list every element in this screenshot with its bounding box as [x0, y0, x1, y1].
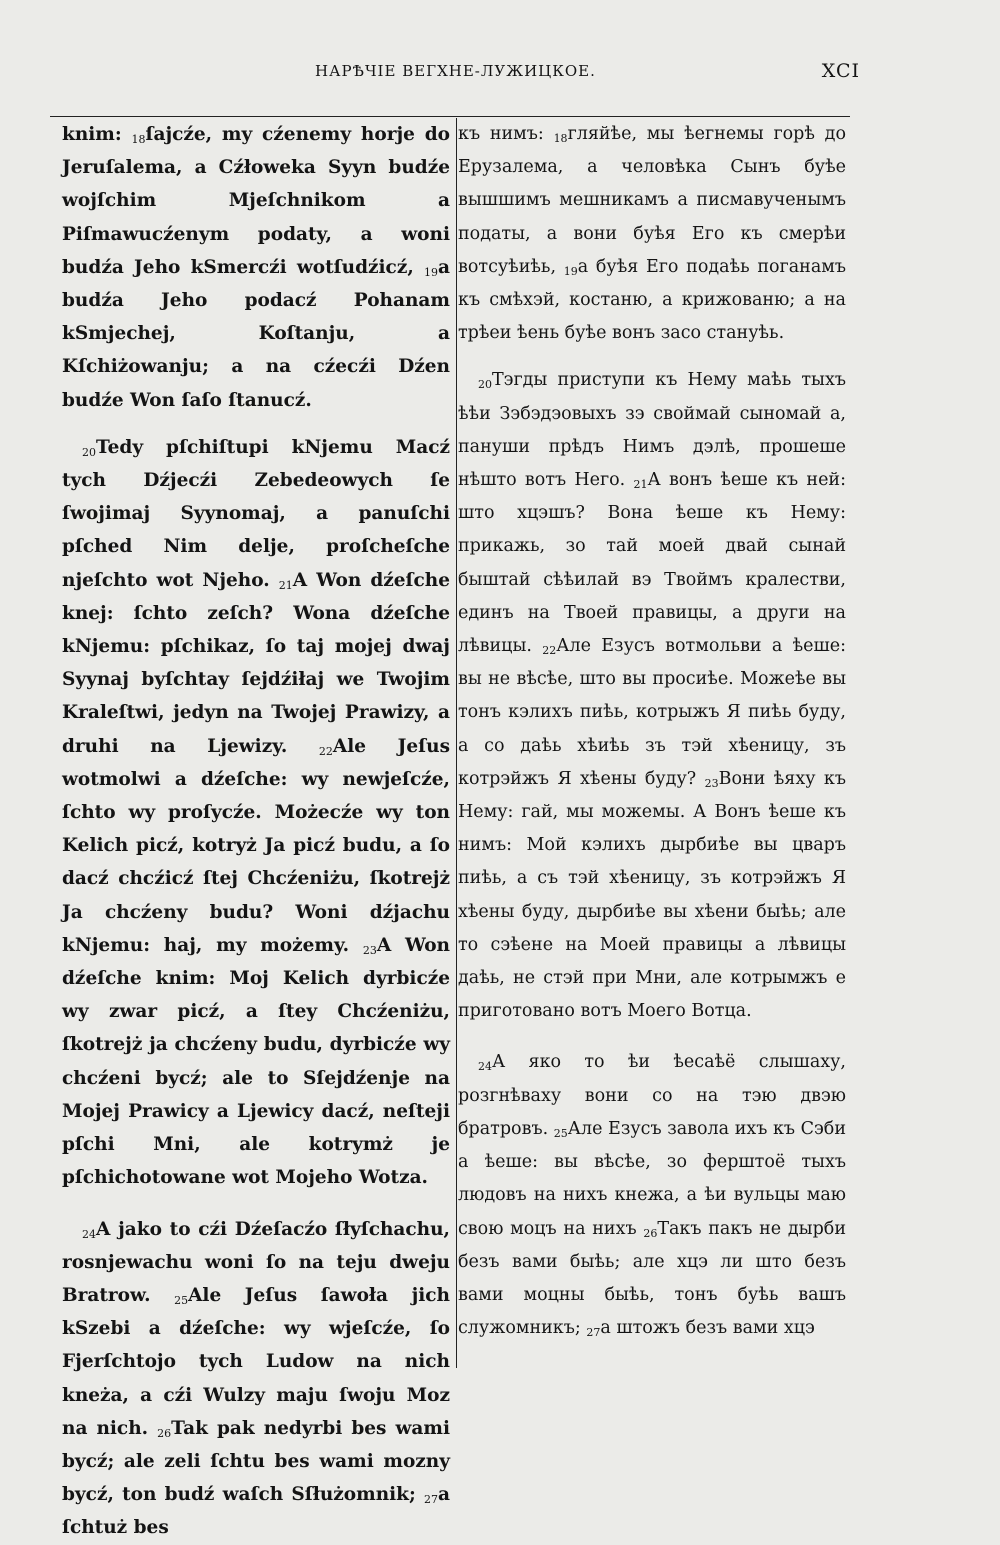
paragraph	[458, 364, 846, 1028]
verse-number: 26	[157, 1426, 172, 1440]
running-header	[60, 62, 860, 92]
paragraph	[62, 431, 450, 1195]
verse-text: Ale Jeſus wotmolwi a dźeſche: wy newjeſcźe, ſchto wy proſycźe. Możecźe wy ton Kelich picź, kotryż Ja picź budu, a ſo dacź chcźicź ſtej Chcźeniżu, ſkotrejż Ja chcźeny budu? Woni dźjachu kNjemu: haj, my możemy.	[62, 735, 450, 956]
verse-text: Ale Jeſus ſawoła jich kSzebi a dźeſche: wy wjeſcźe, ſo Fjerſchtojo tych Ludow na nich kneża, a cźi Wulzy maju ſwoju Moz na nich.	[62, 1284, 451, 1439]
paragraph	[62, 1213, 450, 1545]
verse-text: А яко то ѣи ѣесаѣё слышаху, розгнѣваху вони со на тэю двэю братровъ.	[458, 1052, 846, 1139]
verse-text: Tedy pſchiſtupi kNjemu Macź tych Dźjecźi Zebedeowych ſe ſwojimaj Syynomaj, a panuſchi pſched Nim delje, proſcheſche njeſchto wot Njeho.	[62, 436, 450, 591]
verse-number: 22	[318, 744, 333, 758]
verse-number: 26	[643, 1226, 658, 1240]
verse-text: а буѣя Его подаѣь поганамъ къ смѣхэй, костаню, а крижованю; а на трѣеи ѣень буѣе вонъ засо стануѣь.	[458, 256, 846, 344]
verse-number: 22	[542, 644, 557, 658]
verse-number: 19	[563, 264, 578, 278]
verse-text: A jako to cźi Dźeſacźo ſłyſchachu, rosnjewachu woni ſo na teju dweju Bratrow.	[62, 1218, 450, 1306]
verse-text: knim:	[62, 124, 132, 145]
verse-text: Вони ѣяху къ Нему: гай, мы можемы. А Вонъ ѣеше къ нимъ: Мой кэлихъ дырбиѣе вы цваръ пиѣь, а съ тэй хѣеницу, зъ котрэйжъ Я хѣены буду, дырбиѣе вы хѣени быѣь; але то сэѣене на Моей правицы а лѣвицы даѣь, не стэй при Мни, але котрымжъ е приготовано вотъ Моего Вотца.	[458, 768, 846, 1022]
verse-number: 25	[174, 1293, 189, 1307]
paragraph	[458, 1046, 846, 1345]
header-rule	[50, 116, 850, 117]
verse-text: Але Езусъ завола ихъ къ Сэби а ѣеше: вы вѣсѣе, зо ферштоё тыхъ людовъ на нихъ кнежа, а ѣи вульцы маю свою моцъ на нихъ	[458, 1118, 847, 1239]
verse-number: 21	[278, 578, 293, 592]
verse-text: A Won dźeſche knej: ſchto zeſch? Wona dźeſche kNjemu: pſchikaz, ſo taj mojej dwaj Syynaj byſchtay ſejdźiłaj we Twojim Kraleſtwi, jedyn na Twojej Prawizy, a druhi na Ljewizy.	[62, 569, 450, 757]
verse-text: Але Езусъ вотмольви а ѣеше: вы не вѣсѣе, што вы просиѣе. Можеѣе вы тонъ кэлихъ пиѣь, котрыжъ Я пиѣь буду, а со даѣь хѣиѣь зъ тэй хѣеницу, зъ котрэйжъ Я хѣены буду?	[458, 636, 846, 789]
verse-text: гляйѣе, мы ѣегнемы горѣ до Ерузалема, а человѣка Сынъ буѣе вышшимъ мешникамъ а писмавученымъ податы, а вони буѣя Его къ смерѣи вотсуѣиѣь,	[458, 124, 846, 277]
verse-number: 20	[478, 378, 492, 392]
left-column-sorbian	[62, 118, 450, 1545]
verse-number: 23	[362, 943, 377, 957]
verse-number: 18	[131, 133, 146, 146]
verse-text: A Won dźeſche knim: Moj Kelich dyrbicźe wy zwar picź, a ſtey Chcźeniżu, ſkotrejż ja chcźeny budu, dyrbicźe wy chcźeni bycź; ale to Sſejdźenje na Mojej Prawicy a Ljewicy dacź, neſteji pſchi Mni, ale kotrymż je pſchichotowane wot Mojeho Wotza.	[62, 934, 450, 1189]
running-title: НАРѢЧІЕ ВЕГХНЕ-ЛУЖИЦКОЕ.	[315, 62, 596, 80]
verse-number: 18	[553, 132, 568, 145]
verse-number: 25	[553, 1126, 568, 1140]
verse-number: 20	[82, 445, 96, 459]
verse-text: а штожъ безъ вами хцэ	[600, 1318, 815, 1339]
verse-text: a ſchtuż bes	[62, 1484, 450, 1539]
verse-text: ſajcźe, my cźenemy horje do Jeruſalema, a Cźłoweka Syyn budźe wojſchim Mjeſchnikom a Piſmawucźenym podaty, a woni budźa Jeho kSmercźi wotſudźicź,	[62, 124, 450, 278]
verse-number: 27	[586, 1326, 601, 1340]
verse-number: 24	[82, 1227, 96, 1241]
verse-number: 21	[633, 478, 648, 492]
verse-text: Тэгды приступи къ Нему маѣь тыхъ ѣѣи Зэбэдэовыхъ зэ своймай сыномай а, пануши прѣдъ Нимъ дэлѣ, прошеше нѣшто вотъ Него.	[458, 370, 846, 491]
paragraph	[62, 118, 450, 417]
verse-text: А вонъ ѣеше къ ней: што хцэшъ? Вона ѣеше къ Нему: прикажь, зо тай моей двай сынай быштай сѣѣилай вэ Твоймъ кралестви, единъ на Твоей правицы, а други на лѣвицы.	[458, 470, 846, 657]
verse-text: Tak pak nedyrbi bes wami bycź; ale zeli ſchtu bes wami mozny bycź, ton budź waſch Sſłużomnik;	[62, 1417, 451, 1506]
verse-text: къ нимъ:	[458, 124, 554, 144]
verse-number: 23	[704, 776, 719, 790]
verse-text: a budźa Jeho podacź Pohanam kSmjechej, Koſtanju, a Kſchiżowanju; a na cźecźi Dźen budźe Won ſaſo ſtanucź.	[62, 256, 450, 411]
verse-number: 24	[478, 1060, 492, 1074]
right-column-cyrillic	[458, 118, 846, 1345]
verse-number: 19	[424, 265, 438, 279]
column-divider	[456, 118, 457, 1368]
paragraph	[458, 118, 846, 350]
verse-text: Такъ пакъ не дырби безъ вами быѣь; але хцэ ли што безъ вами моцны быѣь, тонъ буѣь вашъ служомникъ;	[458, 1218, 846, 1339]
verse-number: 27	[424, 1493, 438, 1507]
page-number: XCI	[821, 60, 860, 82]
